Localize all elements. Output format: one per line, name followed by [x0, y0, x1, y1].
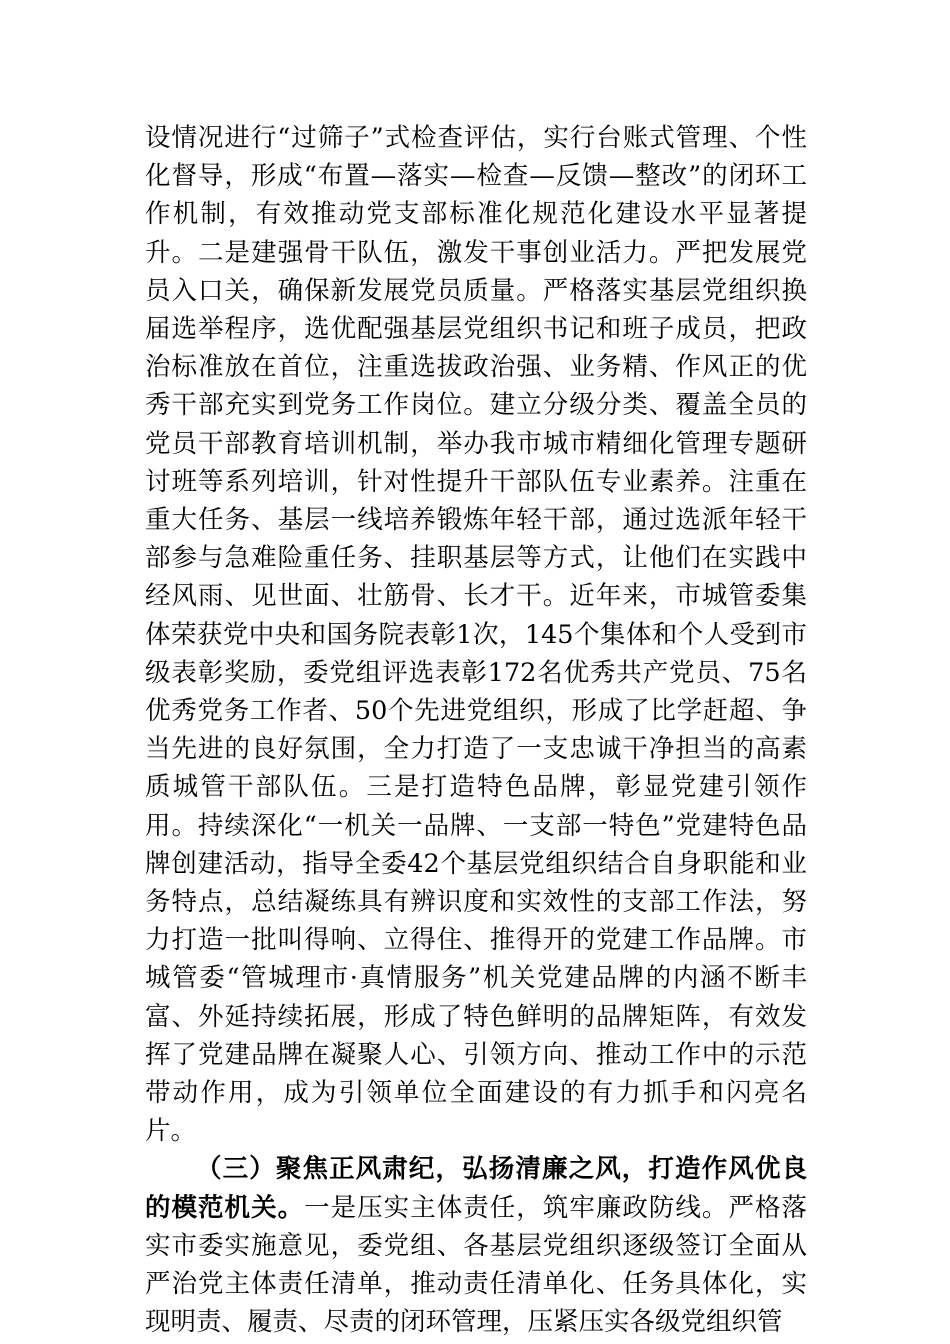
section-body-text: 一是压实主体责任，筑牢廉政防线。严格落实市委实施意见，委党组、各基层党组织逐级签订全面从严治党主体责任清单，推动责任清单化、任务具体化，实现明责、履责、尽责的闭环管理，压紧压实各级党组织管 — [145, 1192, 807, 1338]
section-paragraph — [145, 1150, 807, 1341]
body-paragraph: 设情况进行“过筛子”式检查评估，实行台账式管理、个性化督导，形成“布置—落实—检查—反馈—整改”的闭环工作机制，有效推动党支部标准化规范化建设水平显著提升。二是建强骨干队伍，激发干事创业活力。严把发展党员入口关，确保新发展党员质量。严格落实基层党组织换届选举程序，选优配强基层党组织书记和班子成员，把政治标准放在首位，注重选拔政治强、业务精、作风正的优秀干部充实到党务工作岗位。建立分级分类、覆盖全员的党员干部教育培训机制，举办我市城市精细化管理专题研讨班等系列培训，针对性提升干部队伍专业素养。注重在重大任务、基层一线培养锻炼年轻干部，通过选派年轻干部参与急难险重任务、挂职基层等方式，让他们在实践中经风雨、见世面、壮筋骨、长才干。近年来，市城管委集体荣获党中央和国务院表彰1次，145个集体和个人受到市级表彰奖励，委党组评选表彰172名优秀共产党员、75名优秀党务工作者、50个先进党组织，形成了比学赶超、争当先进的良好氛围，全力打造了一支忠诚干净担当的高素质城管干部队伍。三是打造特色品牌，彰显党建引领作用。持续深化“一机关一品牌、一支部一特色”党建特色品牌创建活动，指导全委42个基层党组织结合自身职能和业务特点，总结凝练具有辨识度和实效性的支部工作法，努力打造一批叫得响、立得住、推得开的党建工作品牌。市城管委“管城理市·真情服务”机关党建品牌的内涵不断丰富、外延持续拓展，形成了特色鲜明的品牌矩阵，有效发挥了党建品牌在凝聚人心、引领方向、推动工作中的示范带动作用，成为引领单位全面建设的有力抓手和闪亮名片。 — [145, 123, 807, 1147]
section-heading: （三）聚焦正风肃纪，弘扬清廉之风，打造作风优良的模范机关。 — [145, 1154, 807, 1223]
document-page — [145, 119, 807, 1342]
